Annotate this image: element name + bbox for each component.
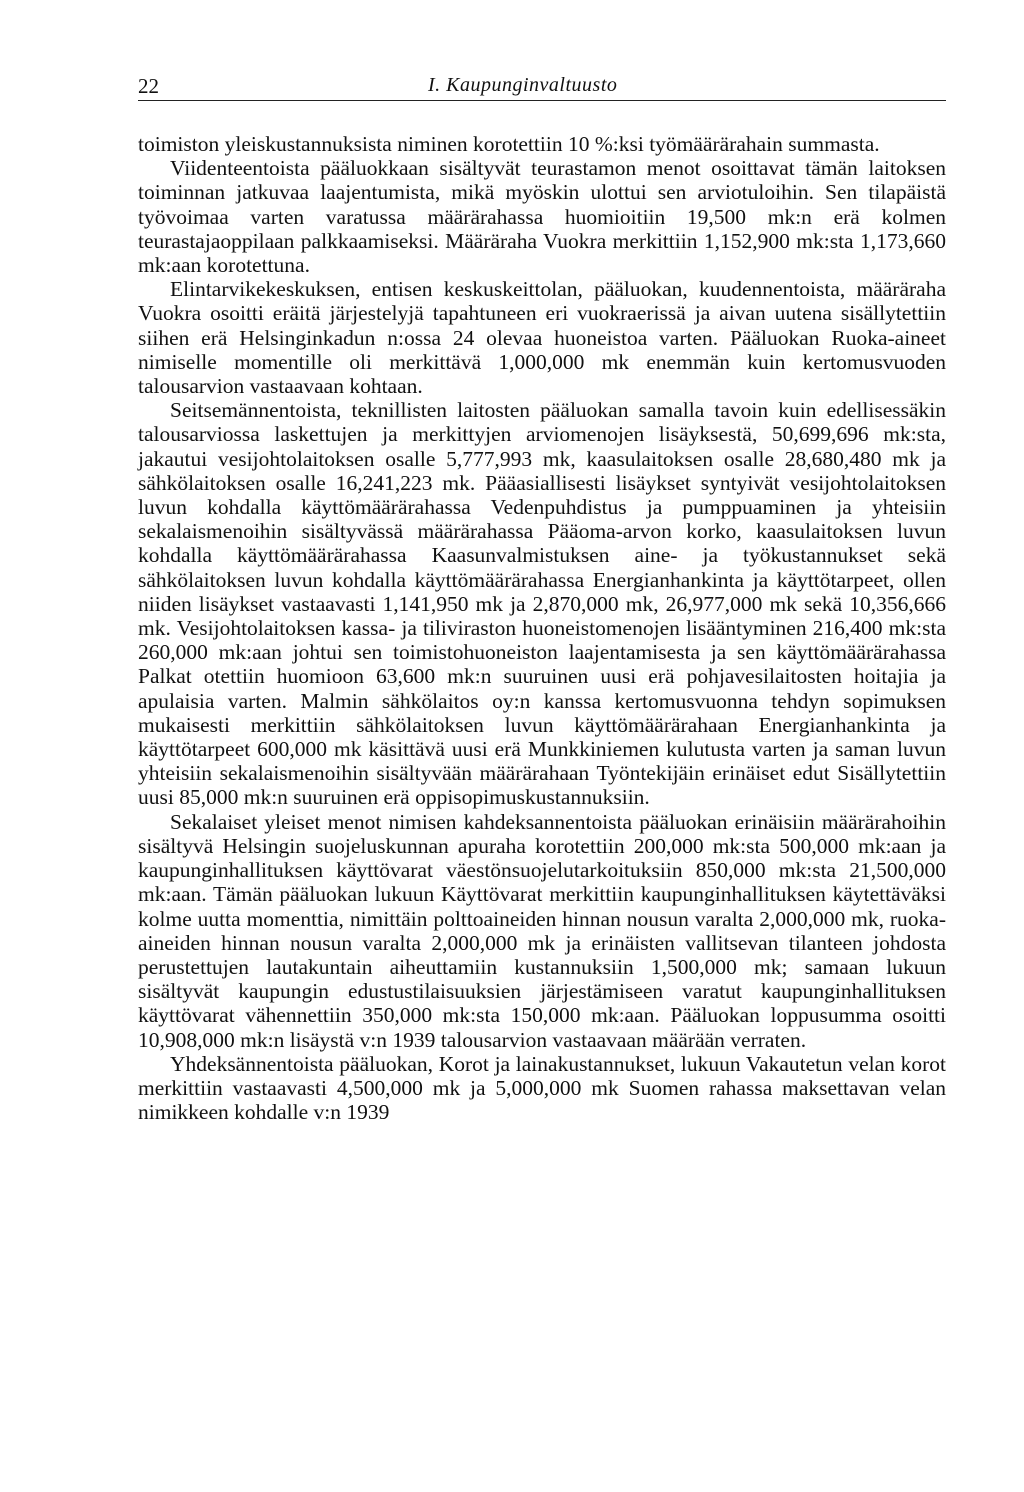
running-title: I. Kaupunginvaltuusto — [428, 74, 618, 96]
page-number: 22 — [138, 74, 159, 98]
paragraph: Yhdeksännentoista pääluokan, Korot ja lainakustannukset, lukuun Vakautetun velan korot merkittiin vastaavasti 4,500,000 mk ja 5,000,000 mk Suomen rahassa maksettavan velan nimikkeen kohdalle v:n 1939 — [138, 1051, 946, 1125]
paragraph: Viidenteentoista pääluokkaan sisältyvät teurastamon menot osoittavat tämän laitoksen toiminnan jatkuvaa laajentumista, mikä myöskin ulottui sen arviotuloihin. Sen tilapäistä työvoimaa varten varatussa määrärahassa huomioitiin 19,500 mk:n erä kolmen teurastajaoppilaan palkkaamiseksi. Määräraha Vuokra merkittiin 1,152,900 mk:sta 1,173,660 mk:aan korotettuna. — [138, 156, 946, 278]
paragraph: toimiston yleiskustannuksista niminen korotettiin 10 %:ksi työmäärärahain summasta. — [138, 132, 880, 156]
paragraph: Elintarvikekeskuksen, entisen keskuskeittolan, pääluokan, kuudennentoista, määräraha Vuokra osoitti eräitä järjestelyjä tapahtuneen eri vuokraerissä ja aivan uutena sisällytettiin siihen erä Helsinginkadun n:ossa 24 olevaa huoneistoa varten. Pääluokan Ruoka-aineet nimiselle momentille oli merkittävä 1,000,000 mk enemmän kuin kertomusvuoden talousarvion vastaavaan kohtaan. — [138, 277, 946, 399]
paragraph: Sekalaiset yleiset menot nimisen kahdeksannentoista pääluokan erinäisiin määrärahoihin sisältyvä Helsingin suojeluskunnan apuraha korotettiin 200,000 mk:sta 500,000 mk:aan ja kaupunginhallituksen käyttövarat väestönsuojelutarkoituksiin 850,000 mk:sta 21,500,000 mk:aan. Tämän pääluokan lukuun Käyttövarat merkittiin kaupunginhallituksen käytettäväksi kolme uutta momenttia, nimittäin polttoaineiden hinnan nousun varalta 2,000,000 mk, ruoka-aineiden hinnan nousun varalta 2,000,000 mk ja erinäisten vallitsevan tilanteen johdosta perustettujen lautakuntain aiheuttamiin kustannuksiin 1,500,000 mk; samaan lukuun sisältyvät kaupungin edustustilaisuuksien järjestämiseen varatut kaupunginhallituksen käyttövarat vähennettiin 350,000 mk:sta 150,000 mk:aan. Pääluokan loppusumma osoitti 10,908,000 mk:n lisäystä v:n 1939 talousarvion vastaavaan määrään verraten. — [138, 809, 946, 1052]
body-text — [138, 132, 946, 1124]
page-header — [138, 74, 946, 101]
paragraph: Seitsemännentoista, teknillisten laitosten pääluokan samalla tavoin kuin edellisessäkin talousarviossa laskettujen ja merkittyjen arviomenojen lisäyksestä, 50,699,696 mk:sta, jakautui vesijohtolaitoksen osalle 5,777,993 mk, kaasulaitoksen osalle 28,680,480 mk ja sähkölaitoksen osalle 16,241,223 mk. Pääasiallisesti lisäykset syntyivät vesijohtolaitoksen luvun kohdalla käyttömäärärahassa Vedenpuhdistus ja pumppuaminen ja yhteisiin sekalaismenoihin sisältyvässä määrärahassa Pääoma-arvon korko, kaasulaitoksen luvun kohdalla käyttömäärärahassa Kaasunvalmistuksen aine- ja työkustannukset sekä sähkölaitoksen luvun kohdalla käyttömäärärahassa Energianhankinta ja käyttötarpeet, ollen niiden lisäykset vastaavasti 1,141,950 mk ja 2,870,000 mk, 26,977,000 mk sekä 10,356,666 mk. Vesijohtolaitoksen kassa- ja tiliviraston huoneistomenojen lisääntyminen 216,400 mk:sta 260,000 mk:aan johtui sen toimistohuoneiston laajentamisesta ja sen käyttömäärärahassa Palkat otettiin huomioon 63,600 mk:n suuruinen uusi erä pohjavesilaitosten hoitajia ja apulaisia varten. Malmin sähkölaitos oy:n kanssa kertomusvuonna tehdyn sopimuksen mukaisesti merkittiin sähkölaitoksen luvun käyttömäärärahaan Energianhankinta ja käyttötarpeet 600,000 mk käsittävä uusi erä Munkkiniemen kulutusta varten ja saman luvun yhteisiin sekalaismenoihin sisältyvään määrärahaan Työntekijäin erinäiset edut Sisällytettiin uusi 85,000 mk:n suuruinen erä oppisopimuskustannuksiin. — [138, 398, 946, 810]
